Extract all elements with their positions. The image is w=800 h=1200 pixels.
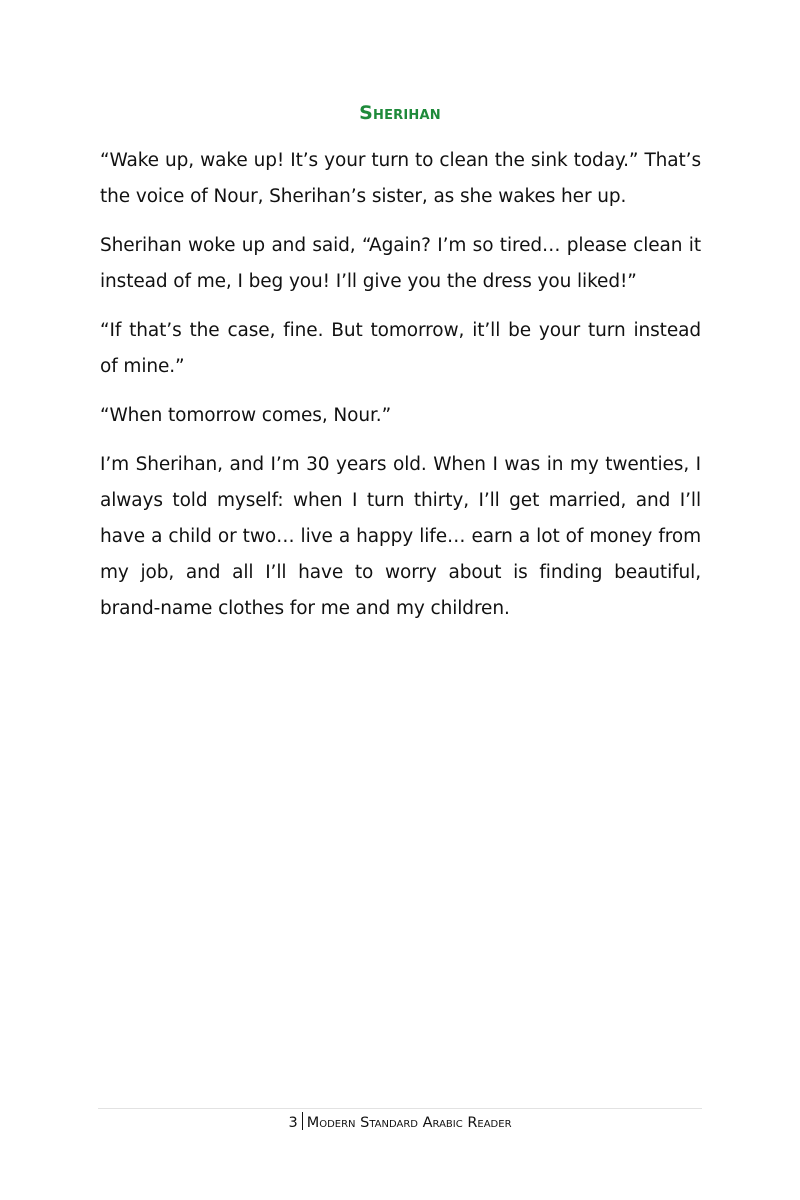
story-body	[100, 143, 701, 640]
footer-separator	[302, 1112, 303, 1130]
chapter-title: Sherihan	[359, 102, 441, 124]
paragraph-3: “If that’s the case, fine. But tomorrow, it’ll be your turn instead of mine.”	[100, 320, 701, 377]
book-title: Modern Standard Arabic Reader	[306, 1115, 512, 1131]
paragraph-1: “Wake up, wake up! It’s your turn to clean the sink today.” That’s the voice of Nour, Sherihan’s sister, as she wakes her up.	[100, 150, 701, 207]
footer-divider	[98, 1108, 702, 1109]
paragraph-4: “When tomorrow comes, Nour.”	[100, 405, 392, 426]
page-number: 3	[288, 1115, 298, 1131]
paragraph-5: I’m Sherihan, and I’m 30 years old. When I was in my twenties, I always told myself: when I turn thirty, I’ll get married, and I’ll have a child or two… live a happy life… earn a lot of money from my job, and all I’ll have to worry about is finding beautiful, brand-name clothes for me and my children.	[100, 454, 701, 619]
page-footer	[0, 1112, 800, 1133]
paragraph-2: Sherihan woke up and said, “Again? I’m so tired… please clean it instead of me, I beg you! I’ll give you the dress you liked!”	[100, 235, 701, 292]
